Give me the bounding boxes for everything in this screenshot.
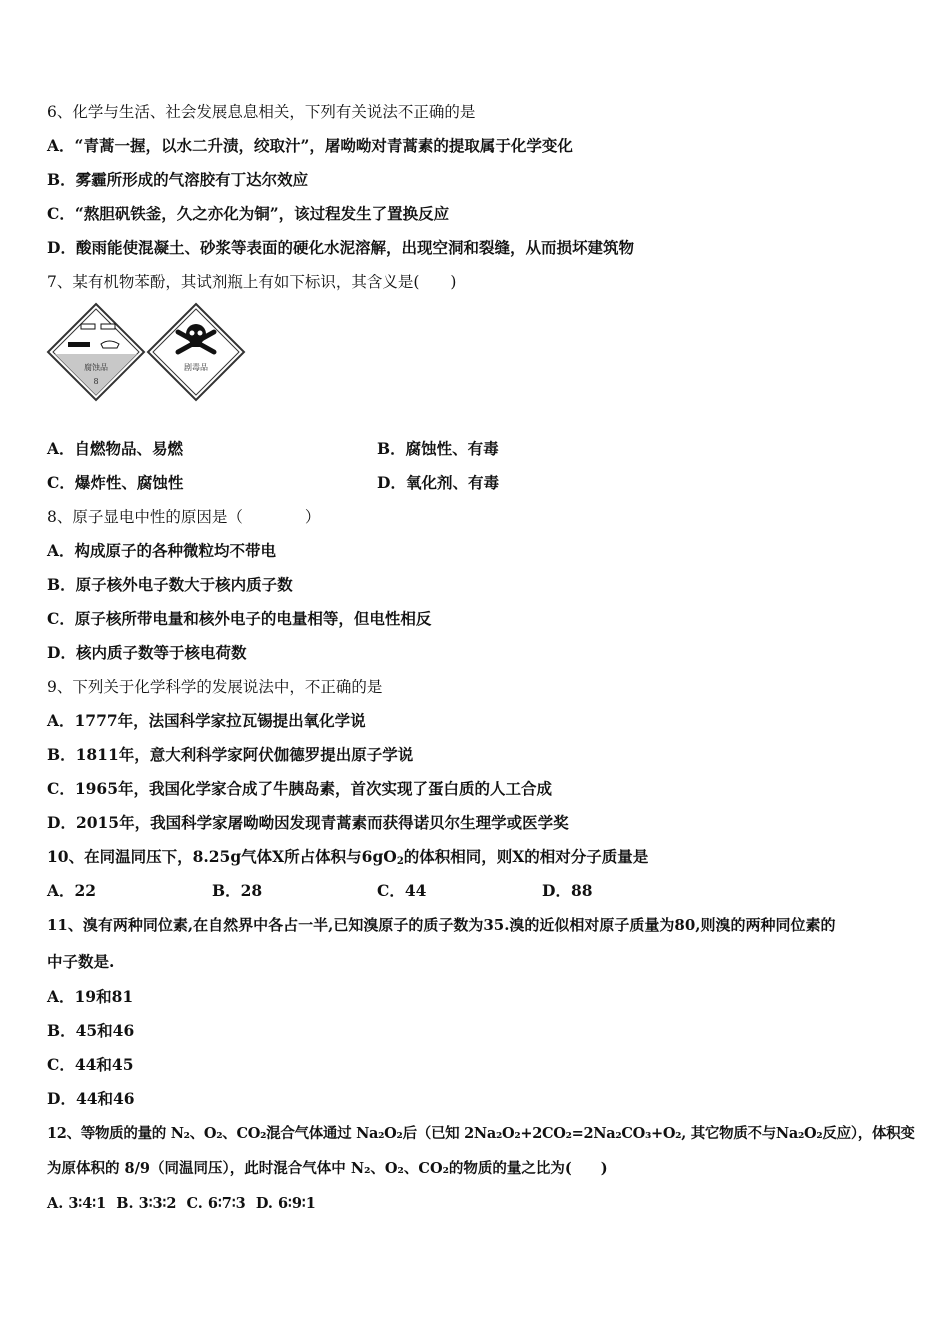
q10-option-b: B．28 — [212, 881, 263, 900]
q9-stem: 9、下列关于化学科学的发展说法中，不正确的是 — [47, 678, 383, 696]
q10-option-c: C．44 — [377, 881, 427, 900]
q6-option-a: A．“青蒿一握，以水二升渍，绞取汁”，屠呦呦对青蒿素的提取属于化学变化 — [47, 136, 573, 155]
toxic-label: 剧毒品 — [184, 363, 208, 372]
q7-option-a: A．自燃物品、易燃 — [47, 439, 184, 458]
q7-option-c: C．爆炸性、腐蚀性 — [47, 473, 184, 492]
q8-option-c: C．原子核所带电量和核外电子的电量相等，但电性相反 — [47, 609, 432, 628]
q12-stem-line1: 12、等物质的量的 N₂、O₂、CO₂混合气体通过 Na₂O₂后（已知 2Na₂O₂+2CO₂=2Na₂CO₃+O₂, 其它物质不与Na₂O₂反应），体积变 — [47, 1125, 915, 1142]
q11-stem-line2: 中子数是. — [47, 952, 115, 971]
q7-stem: 7、某有机物苯酚，其试剂瓶上有如下标识，其含义是( ) — [47, 273, 457, 291]
q8-stem: 8、原子显电中性的原因是（ ） — [47, 508, 321, 526]
q11-option-b: B．45和46 — [47, 1021, 135, 1040]
q10-stem-part1: 10、在同温同压下，8.25g气体X所占体积与6gO — [47, 847, 397, 866]
q10-stem — [47, 847, 648, 872]
toxic-hazard-sign — [146, 302, 246, 402]
q6-option-c: C．“熬胆矾铁釜，久之亦化为铜”，该过程发生了置换反应 — [47, 204, 450, 223]
q11-option-d: D．44和46 — [47, 1089, 135, 1108]
corrosive-class-number: 8 — [93, 377, 99, 386]
q9-option-c: C．1965年，我国化学家合成了牛胰岛素，首次实现了蛋白质的人工合成 — [47, 779, 552, 798]
q7-option-b: B．腐蚀性、有毒 — [377, 439, 499, 458]
q8-option-d: D．核内质子数等于核电荷数 — [47, 643, 247, 662]
q8-option-a: A．构成原子的各种微粒均不带电 — [47, 541, 277, 560]
q10-option-d: D．88 — [542, 881, 593, 900]
q6-option-d: D．酸雨能使混凝土、砂浆等表面的硬化水泥溶解，出现空洞和裂缝，从而损坏建筑物 — [47, 238, 634, 257]
q9-option-b: B．1811年，意大利科学家阿伏伽德罗提出原子学说 — [47, 745, 414, 764]
q6-stem: 6、化学与生活、社会发展息息相关，下列有关说法不正确的是 — [47, 103, 476, 121]
q11-option-c: C．44和45 — [47, 1055, 134, 1074]
q10-option-a: A．22 — [47, 881, 97, 900]
q11-stem-line1: 11、溴有两种同位素,在自然界中各占一半,已知溴原子的质子数为35.溴的近似相对原子质量为80,则溴的两种同位素的 — [47, 916, 836, 934]
corrosive-hazard-sign — [46, 302, 146, 402]
q10-stem-subscript: 2 — [396, 856, 404, 867]
corrosive-label: 腐蚀品 — [84, 363, 108, 372]
q10-stem-part2: 的体积相同，则X的相对分子质量是 — [403, 847, 649, 866]
q7-option-d: D．氧化剂、有毒 — [377, 473, 499, 492]
q8-option-b: B．原子核外电子数大于核内质子数 — [47, 575, 293, 594]
q9-option-d: D．2015年，我国科学家屠呦呦因发现青蒿素而获得诺贝尔生理学或医学奖 — [47, 813, 569, 832]
q12-options: A. 3∶4∶1 B. 3∶3∶2 C. 6∶7∶3 D. 6∶9∶1 — [47, 1195, 316, 1212]
q9-option-a: A．1777年，法国科学家拉瓦锡提出氧化学说 — [47, 711, 366, 730]
q6-option-b: B．雾霾所形成的气溶胶有丁达尔效应 — [47, 170, 309, 189]
q12-stem-line2: 为原体积的 8/9（同温同压），此时混合气体中 N₂、O₂、CO₂的物质的量之比为( ) — [47, 1160, 608, 1177]
q11-option-a: A．19和81 — [47, 987, 134, 1006]
